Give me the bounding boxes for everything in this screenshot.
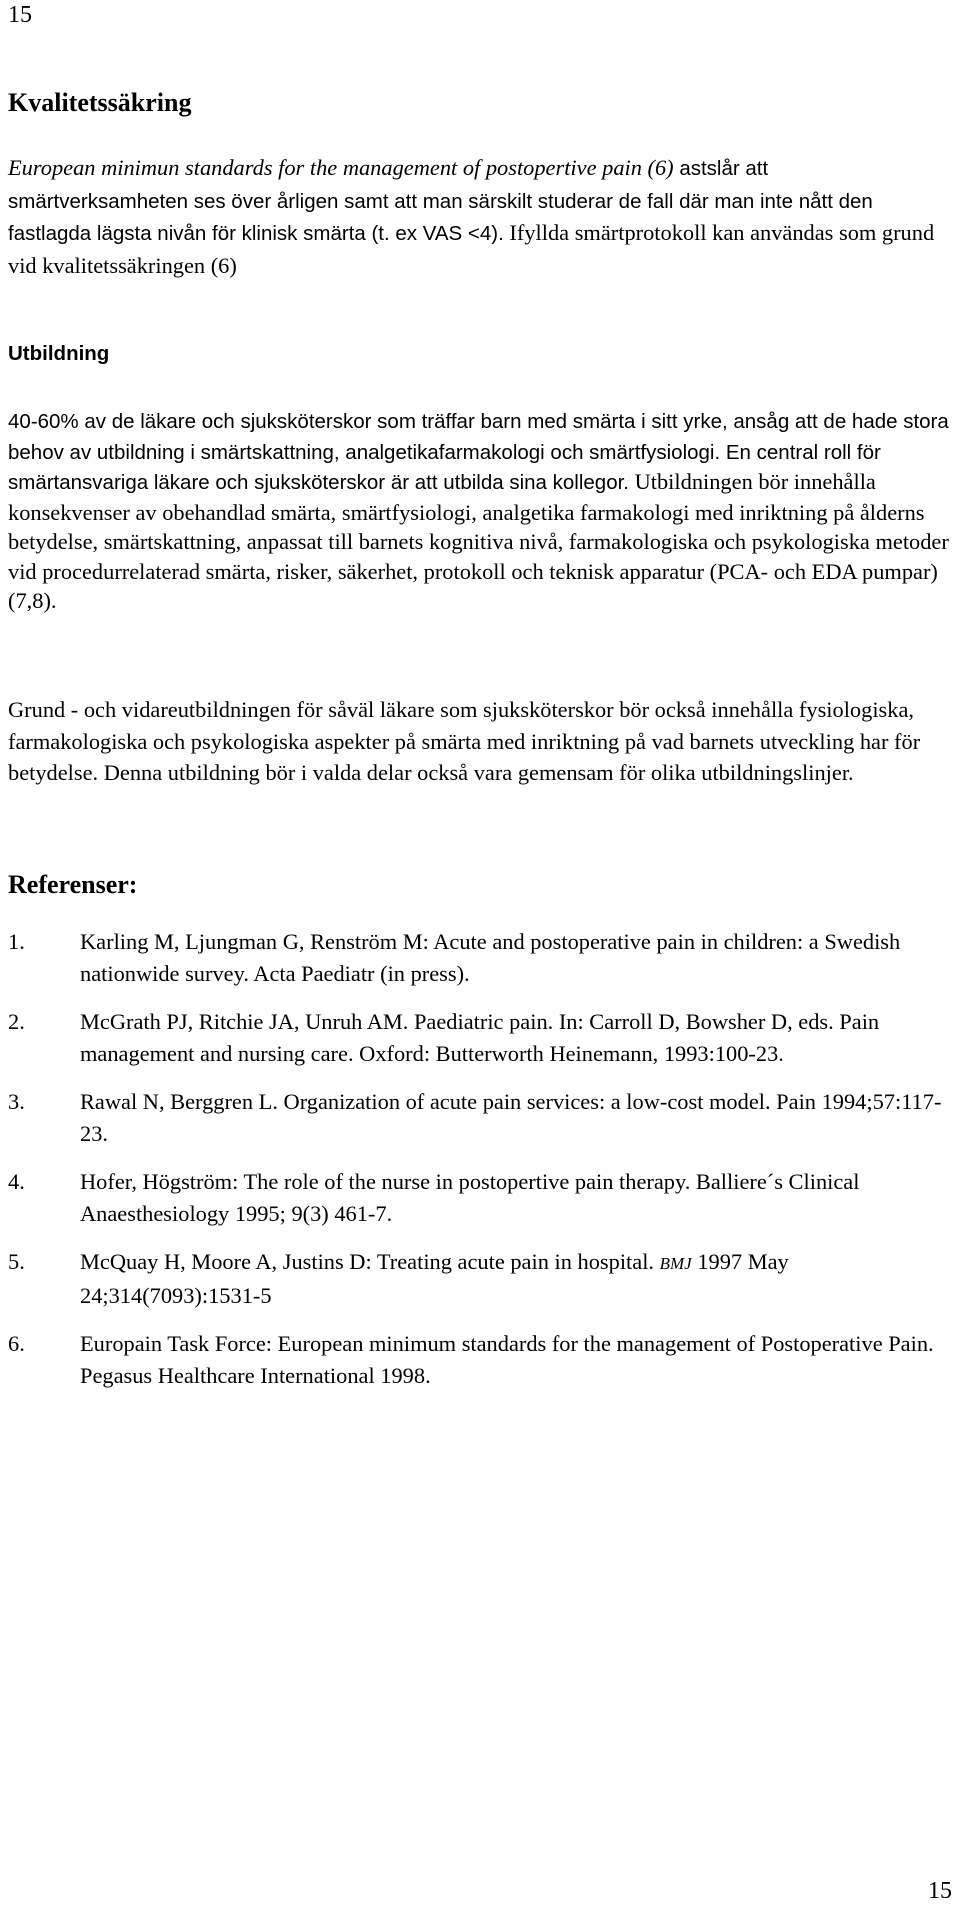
reference-number: 5. [8,1249,25,1274]
reference-text-main: McQuay H, Moore A, Justins D: Treating acute pain in hospital. [80,1249,660,1274]
page-number-top: 15 [8,2,32,28]
paragraph-education-2: Grund - och vidareutbildningen för såväl läkare som sjuksköterskor bör också innehålla fysiologiska, farmakologiska och psykologiska aspekter på smärta med inriktning på vad barnets utveckling har för betydelse. Denna utbildning bör i valda delar också vara gemensam för olika utbildningslinjer. [8,697,921,785]
reference-list [8,926,952,1408]
reference-text-after: 1997 May 24;314(7093):1531-5 [80,1249,789,1308]
education-text-serif: Utbildningen bör innehålla konsekvenser av obehandlad smärta, smärtfysiologi, analgetika farmakologi med inriktning på ålderns betydelse, smärtskattning, anpassat till barnets kognitiva nivå, farmakologiska och psykologiska metoder vid procedurrelaterad smärta, risker, säkerhet, protokoll och teknisk apparatur (PCA- och EDA pumpar) (7,8). [8,469,949,613]
reference-text: Karling M, Ljungman G, Renström M: Acute and postoperative pain in children: a Swedish nationwide survey. Acta Paediatr (in press). [80,929,901,986]
education-text-sans: 40-60% av de läkare och sjuksköterskor som träffar barn med smärta i sitt yrke, ansåg att de hade stora behov av utbildning i smärtskattning, analgetikafarmakologi och smärtfysiologi. En central roll för smärtansvariga läkare och sjuksköterskor är att utbilda sina kollegor. [8,410,949,494]
journal-abbrev: BMJ [659,1254,692,1273]
reference-number: 3. [8,1089,25,1114]
reference-text: Europain Task Force: European minimum standards for the management of Postoperative Pain. Pegasus Healthcare International 1998. [80,1331,934,1388]
reference-text [80,1246,952,1311]
quality-text-sans: astslår att smärtverksamheten ses över årligen samt att man särskilt studerar de fall där man inte nått den fastlagda lägsta nivån för klinisk smärta (t. ex VAS <4). [8,157,873,245]
reference-number: 1. [8,929,25,954]
reference-number: 4. [8,1169,25,1194]
reference-text: McGrath PJ, Ritchie JA, Unruh AM. Paediatric pain. In: Carroll D, Bowsher D, eds. Pain management and nursing care. Oxford: Butterworth Heinemann, 1993:100-23. [80,1009,880,1066]
section-heading-quality: Kvalitetssäkring [8,88,192,117]
reference-item [8,1328,952,1391]
paragraph-education-1 [8,406,952,616]
reference-item [8,1086,952,1149]
section-heading-references: Referenser: [8,870,138,899]
reference-item [8,1246,952,1311]
reference-item [8,1166,952,1229]
reference-item [8,926,952,989]
page-number-bottom: 15 [928,1878,952,1904]
section-heading-education: Utbildning [8,342,110,365]
reference-number: 6. [8,1331,25,1356]
reference-text: Rawal N, Berggren L. Organization of acute pain services: a low-cost model. Pain 1994;57:117-23. [80,1089,942,1146]
reference-text: Hofer, Högström: The role of the nurse in postopertive pain therapy. Balliere´s Clinical Anaesthesiology 1995; 9(3) 461-7. [80,1169,860,1226]
quality-italic-title: European minimun standards for the management of postopertive pain (6) [8,155,674,180]
quality-text-serif: Ifyllda smärtprotokoll kan användas som grund vid kvalitetssäkringen (6) [8,220,935,278]
paragraph-quality [8,152,952,281]
reference-item [8,1006,952,1069]
reference-number: 2. [8,1009,25,1034]
